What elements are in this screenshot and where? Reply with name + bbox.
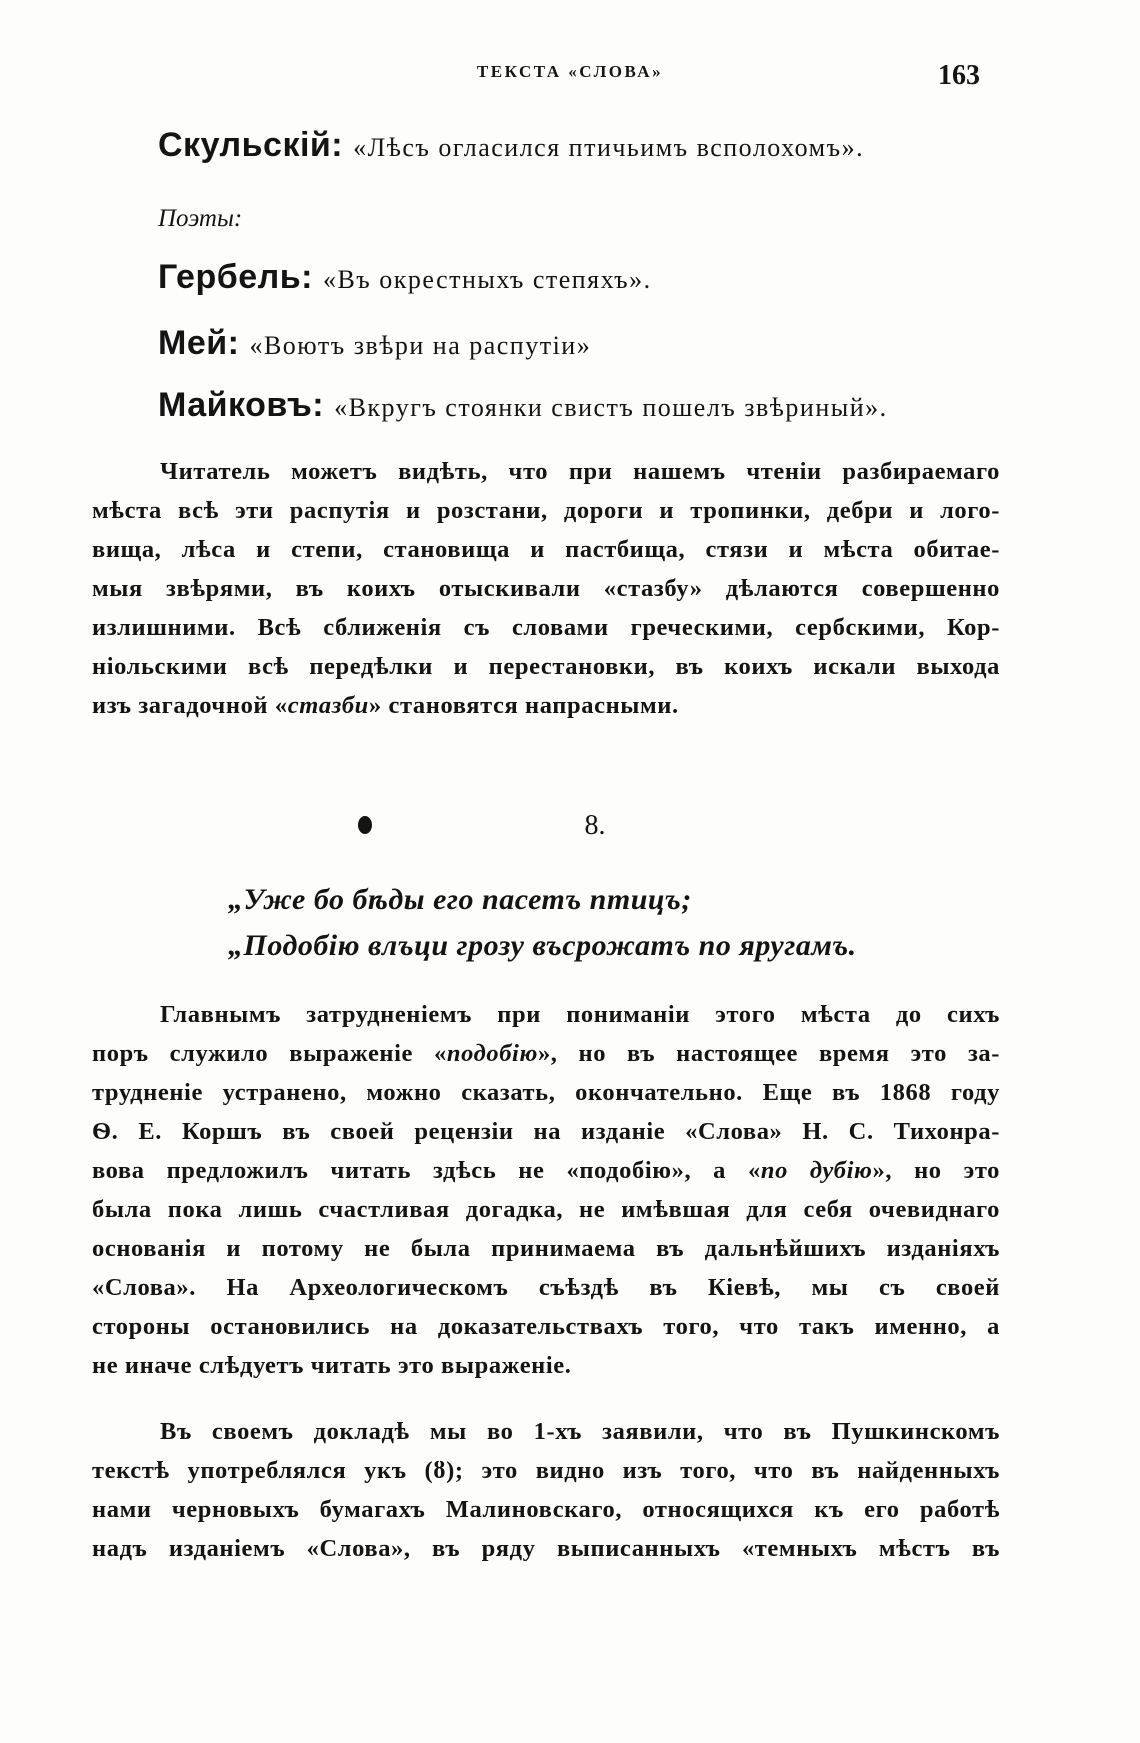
translation-entry-maikov <box>158 386 888 425</box>
paragraph-reader-conclusion <box>92 452 1000 725</box>
paragraph-main-difficulty <box>92 995 1000 1385</box>
section-heading <box>0 810 1140 842</box>
text-line: мыя звѣрями, въ коихъ отыскивали «стазбу» дѣлаются совершенно <box>92 575 1000 602</box>
text-line: изъ загадочной «стазби» становятся напрасными. <box>92 692 679 719</box>
text-line: была пока лишь счастливая догадка, не имѣвшая для себя очевиднаго <box>92 1196 1000 1223</box>
italic-term: подобію <box>446 1040 538 1067</box>
translator-name: Гербель: <box>158 258 313 296</box>
running-title: ТЕКСТА «СЛОВА» <box>476 62 664 81</box>
epigraph-line: „Подобію влъци грозу въсрожатъ по яругамъ. <box>228 929 857 962</box>
text-line: Главнымъ затрудненіемъ при пониманіи этого мѣста до сихъ <box>160 1001 1000 1028</box>
text-line: излишними. Всѣ сближенія съ словами греческими, сербскими, Кор- <box>92 614 1000 641</box>
translation-quote: «Вкругъ стоянки свистъ пошелъ звѣриный». <box>334 393 888 422</box>
translation-quote: «Воютъ звѣри на распутіи» <box>249 331 592 360</box>
translation-entry-skulsky <box>158 126 864 165</box>
text-line: текстѣ употреблялся укъ (ȣ); это видно изъ того, что въ найденныхъ <box>92 1457 1000 1484</box>
section-number: 8. <box>584 810 606 841</box>
paragraph-report <box>92 1412 1000 1568</box>
page-number: 163 <box>938 60 980 91</box>
bullet-mark <box>358 816 372 834</box>
italic-term: по дубію <box>760 1157 873 1184</box>
translator-name: Майковъ: <box>158 386 325 424</box>
text-line: вова предложилъ читать здѣсь не «подобію», а «по дубію», но это <box>92 1157 1000 1184</box>
text-line: основанія и потому не была принимаема въ дальнѣйшихъ изданіяхъ <box>92 1235 1000 1262</box>
text-line: ніольскими всѣ передѣлки и перестановки, въ коихъ искали выхода <box>92 653 1000 680</box>
text-line: поръ служило выраженіе «подобію», но въ настоящее время это за- <box>92 1040 1000 1067</box>
text-line: стороны остановились на доказательствахъ того, что такъ именно, а <box>92 1313 1000 1340</box>
italic-term: стазби <box>287 692 369 719</box>
text-line: не иначе слѣдуетъ читать это выраженіе. <box>92 1352 572 1379</box>
text-line: Въ своемъ докладѣ мы во 1-хъ заявили, что въ Пушкинскомъ <box>160 1418 1000 1445</box>
translation-entry-gerbel <box>158 258 652 297</box>
text-line: мѣста всѣ эти распутія и розстани, дороги и тропинки, дебри и лого- <box>92 497 1000 524</box>
text-line: Ѳ. Е. Коршъ въ своей рецензіи на изданіе «Слова» Н. С. Тихонра- <box>92 1118 1000 1145</box>
epigraph-line: „Уже бо бѣды его пасетъ птицъ; <box>228 883 692 916</box>
text-line: «Слова». На Археологическомъ съѣздѣ въ Кіевѣ, мы съ своей <box>92 1274 1000 1301</box>
epigraph-quote <box>228 877 857 969</box>
translation-quote: «Лѣсъ огласился птичьимъ всполохомъ». <box>353 133 865 162</box>
translation-quote: «Въ окрестныхъ степяхъ». <box>322 265 652 294</box>
translation-entry-mei <box>158 324 591 363</box>
text-line: надъ изданіемъ «Слова», въ ряду выписанныхъ «темныхъ мѣстъ въ <box>92 1535 1000 1562</box>
text-line: трудненіе устранено, можно сказать, окончательно. Еще въ 1868 году <box>92 1079 1000 1106</box>
poets-label: Поэты: <box>158 205 243 232</box>
text-line: Читатель можетъ видѣть, что при нашемъ чтеніи разбираемаго <box>160 458 1000 485</box>
text-line: вища, лѣса и степи, становища и пастбища, стязи и мѣста обитае- <box>92 536 1000 563</box>
text-line: нами черновыхъ бумагахъ Малиновскаго, относящихся къ его работѣ <box>92 1496 1000 1523</box>
translator-name: Мей: <box>158 324 240 362</box>
translator-name: Скульскій: <box>158 126 344 164</box>
